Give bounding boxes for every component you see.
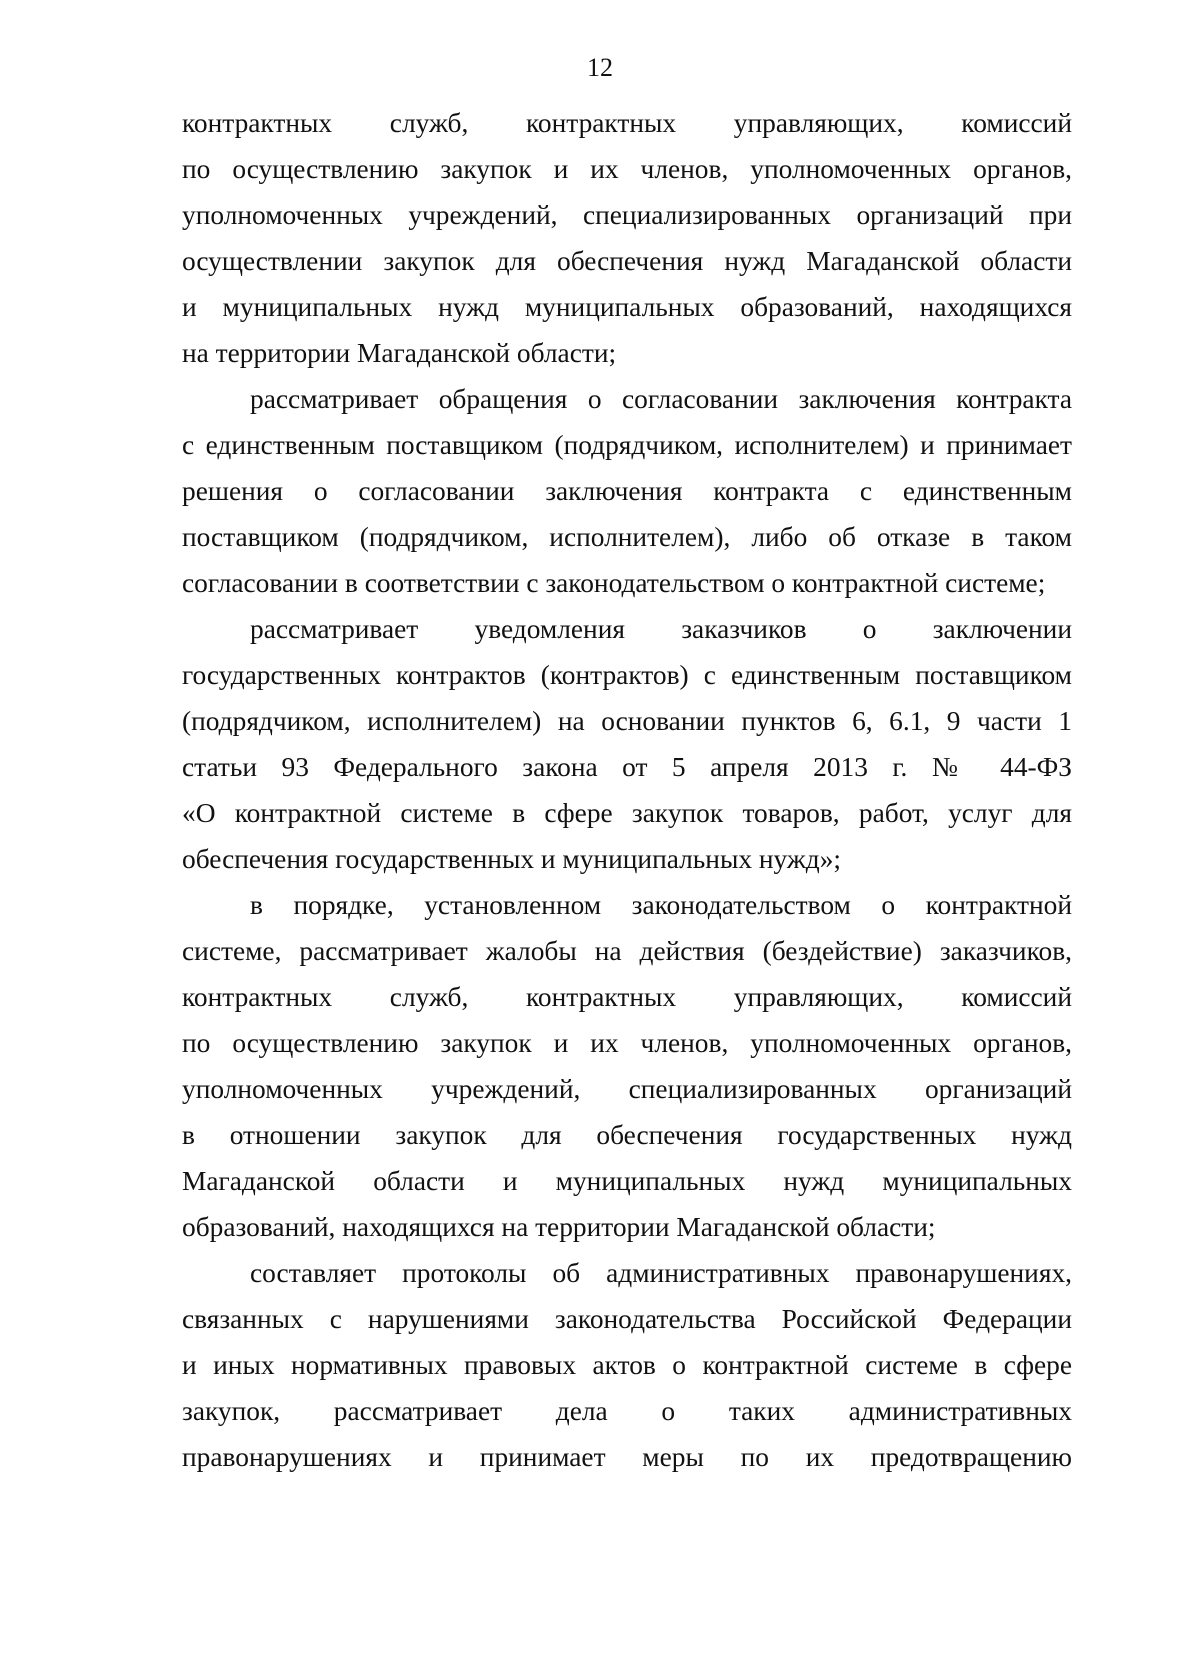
paragraph-5-line-2: связанных с нарушениями законодательства Российской Федерации xyxy=(182,1304,1072,1334)
paragraph-4-line-8: образований, находящихся на территории Магаданской области; xyxy=(182,1212,936,1242)
paragraph-3-line-6: обеспечения государственных и муниципальных нужд»; xyxy=(182,844,842,874)
paragraph-5-line-3: и иных нормативных правовых актов о контрактной системе в сфере xyxy=(182,1350,1072,1380)
paragraph-2-line-4: поставщиком (подрядчиком, исполнителем), либо об отказе в таком xyxy=(182,522,1072,552)
paragraph-1-line-1: контрактных служб, контрактных управляющих, комиссий xyxy=(182,108,1072,138)
page-number: 12 xyxy=(587,53,613,82)
paragraph-4-line-7: Магаданской области и муниципальных нужд муниципальных xyxy=(182,1166,1072,1196)
paragraph-5-line-5: правонарушениях и принимает меры по их предотвращению xyxy=(182,1442,1072,1472)
paragraph-4-line-5: уполномоченных учреждений, специализированных организаций xyxy=(182,1074,1072,1104)
paragraph-4-line-1: в порядке, установленном законодательством о контрактной xyxy=(250,890,1072,920)
paragraph-3-line-5: «О контрактной системе в сфере закупок товаров, работ, услуг для xyxy=(182,798,1072,828)
paragraph-1-line-3: уполномоченных учреждений, специализированных организаций при xyxy=(182,200,1072,230)
paragraph-1-line-6: на территории Магаданской области; xyxy=(182,338,617,368)
paragraph-4-line-2: системе, рассматривает жалобы на действия (бездействие) заказчиков, xyxy=(182,936,1072,966)
paragraph-5-line-4: закупок, рассматривает дела о таких административных xyxy=(182,1396,1072,1426)
paragraph-2-line-2: с единственным поставщиком (подрядчиком, исполнителем) и принимает xyxy=(182,430,1072,460)
paragraph-4-line-3: контрактных служб, контрактных управляющих, комиссий xyxy=(182,982,1072,1012)
paragraph-3-line-2: государственных контрактов (контрактов) с единственным поставщиком xyxy=(182,660,1072,690)
paragraph-5-line-1: составляет протоколы об административных правонарушениях, xyxy=(250,1258,1072,1288)
paragraph-2-line-3: решения о согласовании заключения контракта с единственным xyxy=(182,476,1072,506)
paragraph-1-line-4: осуществлении закупок для обеспечения нужд Магаданской области xyxy=(182,246,1072,276)
paragraph-4-line-4: по осуществлению закупок и их членов, уполномоченных органов, xyxy=(182,1028,1072,1058)
paragraph-2-line-1: рассматривает обращения о согласовании заключения контракта xyxy=(250,384,1072,414)
paragraph-3-line-1: рассматривает уведомления заказчиков о заключении xyxy=(250,614,1072,644)
paragraph-1-line-5: и муниципальных нужд муниципальных образований, находящихся xyxy=(182,292,1072,322)
paragraph-2-line-5: согласовании в соответствии с законодательством о контрактной системе; xyxy=(182,568,1046,598)
paragraph-1-line-2: по осуществлению закупок и их членов, уполномоченных органов, xyxy=(182,154,1072,184)
paragraph-3-line-3: (подрядчиком, исполнителем) на основании пунктов 6, 6.1, 9 части 1 xyxy=(182,706,1072,736)
paragraph-3-line-4: статьи 93 Федерального закона от 5 апреля 2013 г. № 44-ФЗ xyxy=(182,752,1072,782)
paragraph-4-line-6: в отношении закупок для обеспечения государственных нужд xyxy=(182,1120,1072,1150)
